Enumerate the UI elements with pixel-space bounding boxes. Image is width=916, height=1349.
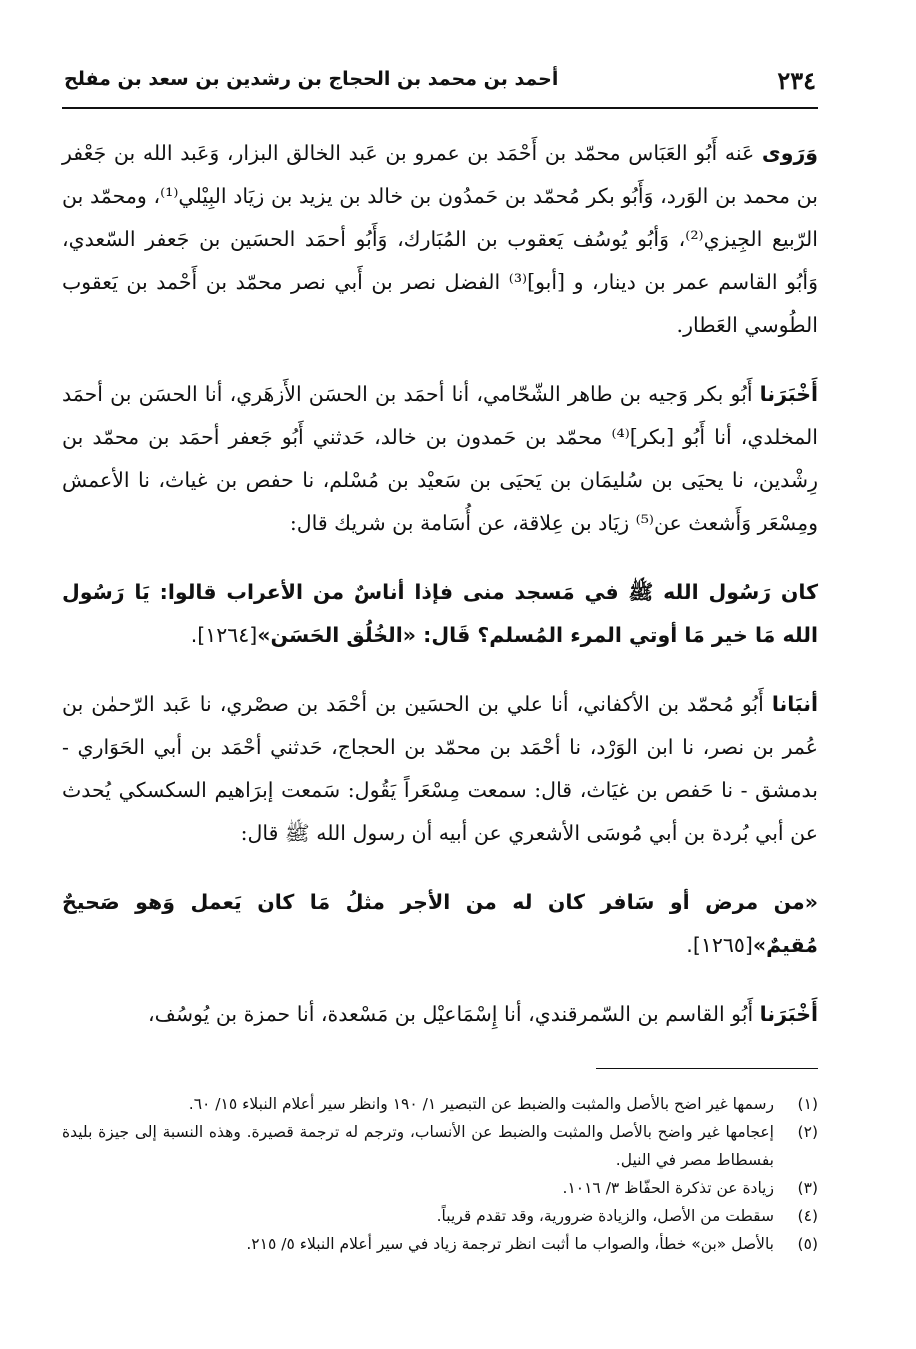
footnote-text: رسمها غير اضح بالأصل والمثبت والضبط عن التبصير ١/ ١٩٠ وانظر سير أعلام النبلاء ١٥/ ٦٠. bbox=[188, 1095, 774, 1113]
paragraph-text: عَنه أَبُو العَبَاس محمّد بن أَحْمَد بن عمرو بن عَبد الخالق البزار، وَعَبد الله بن جَعْفر بن محمد بن الوَرد، وَأَبُو بكر مُحمّد بن حَمدُون بن خالد بن يزيد بن زيَاد البِيْلي⁽¹⁾، ومحمّد بن الرّبيع الجِيزي⁽²⁾، وَأبُو يُوسُف يَعقوب بن المُبَارك، وَأَبُو أحمَد الحسَين بن جَعفر السّعدي، وَأبُو القاسم عمر بن دينار، و [أبو]⁽³⁾ الفضل نصر بن أَبي نصر محمّد بن أَحْمد بن يَعقوب الطُوسي العَطار. bbox=[62, 141, 819, 337]
paragraph-isnad-3 bbox=[62, 993, 818, 1036]
paragraph-lead-word: أَخْبَرَنا bbox=[759, 382, 818, 406]
hadith-reference: [١٢٦٥]. bbox=[686, 933, 753, 957]
paragraph-text: أَبُو القاسم بن السّمرقندي، أنا إِسْمَاعيْل بن مَسْعدة، أنا حمزة بن يُوسُف، bbox=[148, 1002, 760, 1026]
footnote-number: (٤) bbox=[797, 1207, 818, 1225]
paragraph-lead-word: وَرَوى bbox=[761, 141, 818, 165]
footnotes bbox=[62, 1090, 818, 1258]
hadith-1265 bbox=[62, 881, 818, 967]
footnote-text: بالأصل «بن» خطأ، والصواب ما أثبت انظر ترجمة زياد في سير أعلام النبلاء ٥/ ٢١٥. bbox=[246, 1235, 774, 1253]
page-number: ٢٣٤ bbox=[777, 66, 816, 95]
footnote-number: (٥) bbox=[797, 1235, 818, 1253]
footnote-text: سقطت من الأصل، والزيادة ضرورية، وقد تقدم قريباً. bbox=[436, 1207, 774, 1225]
hadith-1264 bbox=[62, 571, 818, 657]
footnote-3 bbox=[62, 1174, 818, 1202]
footnote-rule bbox=[596, 1068, 818, 1069]
footnote-5 bbox=[62, 1230, 818, 1258]
paragraph-isnad-1 bbox=[62, 373, 818, 545]
running-header bbox=[62, 62, 818, 102]
hadith-reference: [١٢٦٤]. bbox=[190, 623, 258, 647]
footnote-number: (١) bbox=[797, 1095, 818, 1113]
hadith-text: كان رَسُول الله ﷺ في مَسجد منى فإذا أناسٌ من الأعراب قالوا: يَا رَسُول الله مَا خير مَا أوتي المرء المُسلم؟ قَال: «الخُلُق الحَسَن» bbox=[62, 580, 818, 647]
paragraph-lead-word: أنبَانا bbox=[771, 692, 818, 716]
footnote-number: (٢) bbox=[797, 1123, 818, 1141]
running-title: أحمد بن محمد بن الحجاج بن رشدين بن سعد بن مفلح bbox=[64, 68, 559, 90]
paragraph-isnad-2 bbox=[62, 683, 818, 855]
footnote-1 bbox=[62, 1090, 818, 1118]
hadith-text: «من مرض أو سَافر كان له من الأجر مثلُ مَا كان يَعمل وَهو صَحيحٌ مُقيمٌ» bbox=[62, 890, 818, 957]
footnote-2 bbox=[62, 1118, 818, 1174]
paragraph-text: أَبُو مُحمّد بن الأكفاني، أنا علي بن الحسَين بن أحْمَد بن صصْري، نا عَبد الرّحمٰن بن عُمر بن نصر، نا ابن الوَرْد، نا أحْمَد بن محمّد بن الحجاج، حَدثني أحْمَد بن أبي الحَوَاري - بدمشق - نا حَفص بن غيَاث، قال: سمعت مِسْعَراً يَقُول: سَمعت إبرَاهيم السكسكي يُحدث عن أبي بُردة بن أبي مُوسَى الأشعري عن أبيه أن رسول الله ﷺ قال: bbox=[62, 692, 818, 845]
header-rule bbox=[62, 107, 818, 109]
footnote-text: إعجامها غير واضح بالأصل والمثبت والضبط عن الأنساب، وترجم له ترجمة قصيرة. وهذه النسبة إلى جيزة بليدة بفسطاط مصر في النيل. bbox=[62, 1123, 774, 1169]
footnote-4 bbox=[62, 1202, 818, 1230]
paragraph-narrators bbox=[62, 132, 818, 347]
paragraph-lead-word: أَخْبَرَنا bbox=[759, 1002, 818, 1026]
main-text bbox=[62, 132, 818, 1036]
footnote-text: زيادة عن تذكرة الحفّاظ ٣/ ١٠١٦. bbox=[562, 1179, 774, 1197]
footnote-number: (٣) bbox=[797, 1179, 818, 1197]
paragraph-text: أَبُو بكر وَجيه بن طاهر الشّحّامي، أنا أحمَد بن الحسَن الأَزهَري، أنا الحسَن بن أحمَد المخلدي، أنا أَبُو [بكر]⁽⁴⁾ محمّد بن حَمدون بن خالد، حَدثني أَبُو جَعفر أحمَد بن محمّد بن رِشْدين، نا يحيَى بن سُليمَان بن يَحيَى بن سَعيْد بن مُسْلم، نا حفص بن غياث، نا الأعمش ومِسْعَر وَأَشعث عن⁽⁵⁾ زيَاد بن عِلاقة، عن أُسَامة بن شريك قال: bbox=[62, 382, 818, 535]
